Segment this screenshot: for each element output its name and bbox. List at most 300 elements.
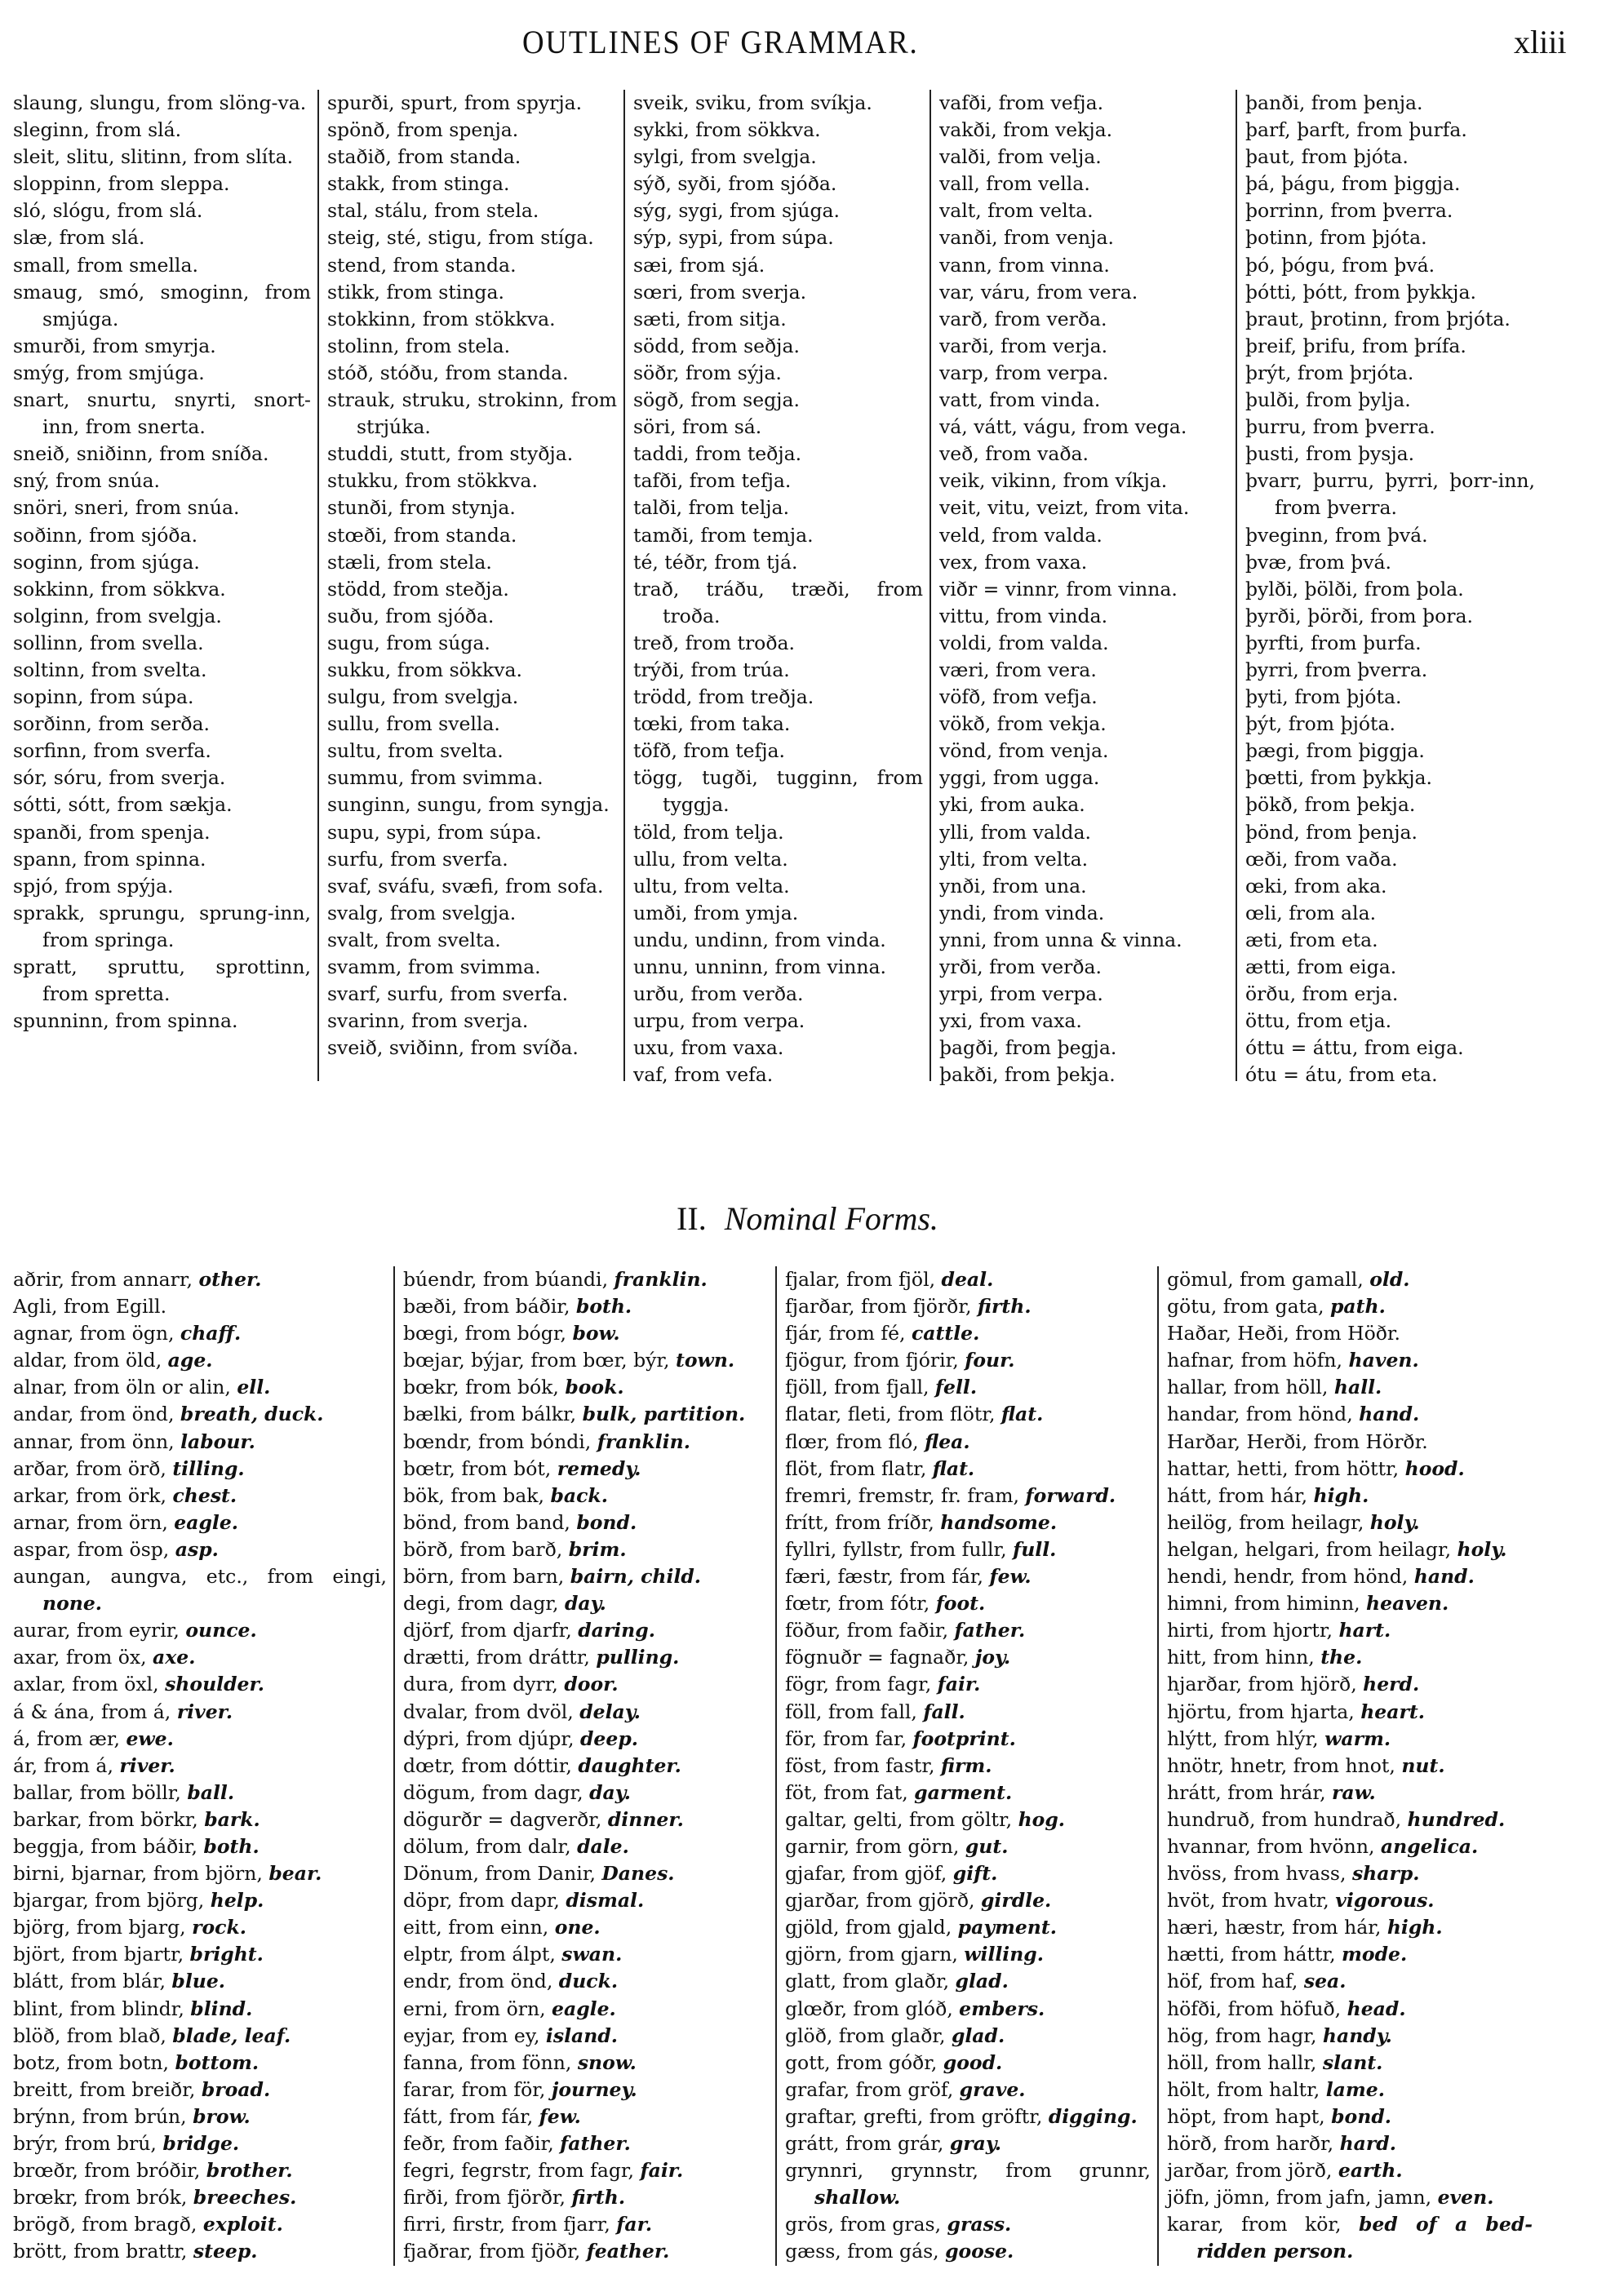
verb-entry: stolinn, from stela. bbox=[327, 334, 511, 357]
noun-entry bbox=[13, 2211, 387, 2238]
entry-form: dögurðr = dagverðr, bbox=[403, 1807, 608, 1831]
entry-gloss: bridge. bbox=[162, 2132, 240, 2155]
entry-gloss: digging. bbox=[1048, 2104, 1138, 2128]
verb-entry: valt, from velta. bbox=[939, 199, 1094, 223]
verb-entry: studdi, stutt, from styðja. bbox=[327, 442, 574, 466]
verb-entry: stal, stálu, from stela. bbox=[327, 199, 539, 223]
noun-entry bbox=[1167, 2077, 1533, 2103]
verb-entry: stunði, from stynja. bbox=[327, 496, 516, 520]
verb-entry: vakði, from vekja. bbox=[939, 118, 1113, 142]
noun-entry bbox=[13, 1266, 387, 1293]
entry-form: brœkr, from brók, bbox=[13, 2186, 193, 2210]
entry-gloss: age. bbox=[167, 1349, 213, 1372]
noun-entry bbox=[1167, 1456, 1533, 1483]
verb-entry: sneið, sniðinn, from sníða. bbox=[13, 442, 269, 466]
verb-entry: sultu, from svelta. bbox=[327, 739, 504, 763]
entry-gloss: high. bbox=[1387, 1916, 1443, 1939]
verb-entry: spann, from spinna. bbox=[13, 847, 206, 871]
entry-form: axlar, from öxl, bbox=[13, 1673, 166, 1696]
entry-gloss: bow. bbox=[572, 1322, 620, 1345]
entry-gloss: town. bbox=[676, 1349, 735, 1372]
noun-entry bbox=[13, 1563, 387, 1617]
noun-entry bbox=[785, 1860, 1151, 1887]
entry-form: fanna, from fönn, bbox=[403, 2050, 578, 2074]
entry-form: blátt, from blár, bbox=[13, 1970, 172, 1993]
entry-form: hendi, hendr, from hönd, bbox=[1167, 1565, 1414, 1589]
entry-gloss: dinner. bbox=[607, 1807, 684, 1831]
verb-entry: þulði, from þylja. bbox=[1245, 388, 1411, 412]
entry-form: elptr, from álpt, bbox=[403, 1943, 562, 1966]
noun-entry bbox=[403, 1833, 769, 1860]
verb-entry: sögð, from segja. bbox=[633, 388, 800, 412]
verb-entry: sló, slógu, from slá. bbox=[13, 199, 203, 223]
entry-form: hvöt, from hvatr, bbox=[1167, 1889, 1336, 1913]
entry-form: blint, from blindr, bbox=[13, 1997, 191, 2020]
verb-entry: stikk, from stinga. bbox=[327, 280, 504, 304]
noun-entry bbox=[13, 1996, 387, 2023]
verb-entry: svalt, from svelta. bbox=[327, 928, 501, 951]
entry-gloss: bottom. bbox=[175, 2050, 260, 2074]
entry-gloss: blind. bbox=[190, 1997, 253, 2020]
entry-gloss: one. bbox=[554, 1916, 601, 1939]
entry-form: firði, from fjörðr, bbox=[403, 2186, 572, 2210]
noun-entry bbox=[785, 2211, 1151, 2238]
noun-entry bbox=[1167, 1726, 1533, 1753]
entry-gloss: raw. bbox=[1332, 1780, 1376, 1804]
entry-gloss: book. bbox=[565, 1376, 624, 1399]
entry-form: eyjar, from ey, bbox=[403, 2023, 546, 2047]
verb-entry: svaf, sváfu, svæfi, from sofa. bbox=[327, 874, 604, 898]
entry-gloss: heaven. bbox=[1366, 1592, 1449, 1616]
entry-form: fjarðar, from fjörðr, bbox=[785, 1295, 978, 1319]
verb-entry: þaut, from þjóta. bbox=[1245, 145, 1409, 169]
verb-entry: veld, from valda. bbox=[939, 523, 1103, 547]
verb-entry: þvarr, þurru, þyrri, þorr-inn, from þverra. bbox=[1245, 469, 1535, 520]
entry-gloss: cattle. bbox=[911, 1322, 980, 1345]
verb-entry: vöfð, from vefja. bbox=[939, 685, 1098, 709]
verb-entry: smaug, smó, smoginn, from smjúga. bbox=[13, 280, 311, 330]
entry-form: höpt, from hapt, bbox=[1167, 2104, 1332, 2128]
entry-gloss: bond. bbox=[576, 1510, 637, 1534]
entry-gloss: angelica. bbox=[1380, 1834, 1479, 1858]
noun-entry bbox=[1167, 1590, 1533, 1617]
entry-gloss: bright. bbox=[189, 1943, 264, 1966]
noun-entry bbox=[403, 1753, 769, 1780]
verb-entry: ylli, from valda. bbox=[939, 820, 1091, 844]
entry-form: brœðr, from bróðir, bbox=[13, 2159, 206, 2183]
verb-entry: sœri, from sverja. bbox=[633, 280, 807, 304]
verb-entry: umði, from ymja. bbox=[633, 901, 799, 924]
entry-form: fögr, from fagr, bbox=[785, 1673, 938, 1696]
entry-gloss: flat. bbox=[932, 1456, 975, 1480]
noun-entry bbox=[785, 1887, 1151, 1914]
verb-entry: stakk, from stinga. bbox=[327, 172, 510, 196]
verb-entry: þylði, þölði, from þola. bbox=[1245, 577, 1464, 601]
noun-entry bbox=[13, 1483, 387, 1509]
noun-entry bbox=[1167, 2157, 1533, 2184]
noun-entry bbox=[785, 1914, 1151, 1941]
verb-entry: söri, from sá. bbox=[633, 415, 762, 439]
entry-form: botz, from botn, bbox=[13, 2050, 175, 2074]
noun-entry bbox=[785, 1996, 1151, 2023]
verb-entry: stóð, stóðu, from standa. bbox=[327, 361, 569, 384]
entry-form: fjögur, from fjórir, bbox=[785, 1349, 965, 1372]
verb-entry: æti, from eta. bbox=[1245, 928, 1378, 951]
entry-form: erni, from örn, bbox=[403, 1997, 552, 2020]
noun-entry bbox=[1167, 2023, 1533, 2050]
entry-gloss: hand. bbox=[1413, 1565, 1475, 1589]
noun-entry bbox=[403, 1860, 769, 1887]
verb-entry: vaf, from vefa. bbox=[633, 1063, 774, 1087]
verb-entry: ylti, from velta. bbox=[939, 847, 1089, 871]
verb-entry: þökð, from þekja. bbox=[1245, 793, 1416, 817]
entry-gloss: firth. bbox=[977, 1295, 1032, 1319]
entry-form: grös, from gras, bbox=[785, 2213, 947, 2236]
verb-entry: suðu, from sjóða. bbox=[327, 604, 495, 627]
verb-entry: supu, sypi, from súpa. bbox=[327, 820, 542, 844]
verb-entry: þœtti, from þykkja. bbox=[1245, 766, 1433, 790]
verb-entry: þó, þógu, from þvá. bbox=[1245, 253, 1435, 277]
entry-form: degi, from dagr, bbox=[403, 1592, 565, 1616]
entry-form: graftar, grefti, from gröftr, bbox=[785, 2104, 1049, 2128]
entry-form: bœkr, from bók, bbox=[403, 1376, 566, 1399]
noun-entry bbox=[13, 1806, 387, 1833]
noun-entry bbox=[403, 1347, 769, 1374]
verb-entry: veik, vikinn, from víkja. bbox=[939, 469, 1168, 493]
noun-entry bbox=[403, 1509, 769, 1536]
entry-form: alnar, from öln or alin, bbox=[13, 1376, 237, 1399]
entry-form: breitt, from breiðr, bbox=[13, 2077, 202, 2101]
verb-entry: vann, from vinna. bbox=[939, 253, 1110, 277]
entry-form: börð, from barð, bbox=[403, 1537, 569, 1561]
noun-entry bbox=[1167, 1617, 1533, 1644]
entry-form: glœðr, from glóð, bbox=[785, 1997, 960, 2020]
entry-gloss: shoulder. bbox=[165, 1673, 264, 1696]
noun-entry bbox=[403, 1914, 769, 1941]
entry-form: hvöss, from hvass, bbox=[1167, 1862, 1352, 1886]
entry-form: fjaðrar, from fjöðr, bbox=[403, 2240, 587, 2263]
verb-entry: ætti, from eiga. bbox=[1245, 955, 1397, 978]
entry-form: fremri, fremstr, fr. fram, bbox=[785, 1483, 1026, 1507]
noun-entry bbox=[13, 2023, 387, 2050]
verb-entry: svamm, from svimma. bbox=[327, 955, 541, 978]
noun-entry bbox=[1167, 1374, 1533, 1401]
entry-form: flœr, from fló, bbox=[785, 1429, 925, 1453]
entry-gloss: four. bbox=[965, 1349, 1015, 1372]
verb-entry: œði, from vaða. bbox=[1245, 847, 1398, 871]
verb-entry: sýð, syði, from sjóða. bbox=[633, 172, 837, 196]
verb-entry: soðinn, from sjóða. bbox=[13, 523, 198, 547]
noun-entry bbox=[403, 1320, 769, 1347]
entry-form: gjöld, from gjald, bbox=[785, 1916, 958, 1939]
entry-form: hattar, hetti, from höttr, bbox=[1167, 1456, 1405, 1480]
noun-entry bbox=[1167, 1833, 1533, 1860]
entry-form: Agli, from Egill. bbox=[13, 1295, 167, 1319]
verb-entry: sunginn, sungu, from syngja. bbox=[327, 793, 610, 817]
noun-entry bbox=[13, 1860, 387, 1887]
entry-gloss: duck. bbox=[558, 1970, 619, 1993]
verb-entry: svarf, surfu, from sverfa. bbox=[327, 982, 569, 1006]
entry-gloss: embers. bbox=[959, 1997, 1045, 2020]
entry-gloss: handsome. bbox=[940, 1510, 1058, 1534]
noun-entry bbox=[1167, 2130, 1533, 2157]
noun-entry bbox=[785, 2077, 1151, 2103]
verb-entry: ultu, from velta. bbox=[633, 874, 790, 898]
noun-entry bbox=[403, 1726, 769, 1753]
noun-entry bbox=[13, 2130, 387, 2157]
verb-entry: óttu = áttu, from eiga. bbox=[1245, 1036, 1464, 1060]
entry-gloss: breeches. bbox=[193, 2186, 297, 2210]
verb-entry: sloppinn, from sleppa. bbox=[13, 172, 230, 196]
noun-entry bbox=[13, 1726, 387, 1753]
verb-entry: sollinn, from svella. bbox=[13, 631, 204, 654]
noun-entry bbox=[785, 1753, 1151, 1780]
verb-entry: sný, from snúa. bbox=[13, 469, 160, 493]
verb-column-5 bbox=[1236, 90, 1542, 1087]
entry-gloss: hog. bbox=[1018, 1807, 1065, 1831]
entry-form: hundruð, from hundrað, bbox=[1167, 1807, 1408, 1831]
verb-entry: spönð, from spenja. bbox=[327, 118, 519, 142]
verb-entry: sleginn, from slá. bbox=[13, 118, 182, 142]
entry-gloss: eagle. bbox=[174, 1510, 238, 1534]
verb-entry: soginn, from sjúga. bbox=[13, 550, 200, 574]
entry-gloss: brow. bbox=[193, 2104, 251, 2128]
noun-entry bbox=[785, 1266, 1151, 1293]
verb-entry: sykki, from sökkva. bbox=[633, 118, 821, 142]
verb-entry: vönd, from venja. bbox=[939, 739, 1109, 763]
noun-entry bbox=[785, 1806, 1151, 1833]
entry-gloss: back. bbox=[550, 1483, 608, 1507]
noun-entry bbox=[785, 1644, 1151, 1671]
verb-entry: trað, tráðu, træði, from troða. bbox=[633, 577, 923, 627]
entry-gloss: joy. bbox=[974, 1646, 1011, 1669]
verb-entry: taddi, from teðja. bbox=[633, 442, 802, 466]
entry-gloss: both. bbox=[203, 1834, 260, 1858]
entry-form: bjargar, from björg, bbox=[13, 1889, 211, 1913]
entry-form: hrátt, from hrár, bbox=[1167, 1780, 1333, 1804]
verb-entry: sugu, from súga. bbox=[327, 631, 490, 654]
noun-entry bbox=[13, 1401, 387, 1428]
verb-entry: varð, from verða. bbox=[939, 307, 1107, 330]
entry-form: drætti, from dráttr, bbox=[403, 1646, 597, 1669]
entry-gloss: tilling. bbox=[172, 1456, 245, 1480]
entry-form: grátt, from grár, bbox=[785, 2132, 950, 2155]
entry-form: fögnuðr = fagnaðr, bbox=[785, 1646, 975, 1669]
noun-entry bbox=[785, 1563, 1151, 1590]
entry-gloss: fair. bbox=[937, 1673, 981, 1696]
verb-entry: þýt, from þjóta. bbox=[1245, 712, 1395, 736]
entry-gloss: fair. bbox=[640, 2159, 684, 2183]
verb-entry: ynði, from una. bbox=[939, 874, 1087, 898]
noun-entry bbox=[403, 1456, 769, 1483]
verb-entry: veit, vitu, veizt, from vita. bbox=[939, 496, 1190, 520]
verb-entry: ynni, from unna & vinna. bbox=[939, 928, 1182, 951]
entry-form: aldar, from öld, bbox=[13, 1349, 168, 1372]
entry-form: karar, from kör, bbox=[1167, 2213, 1359, 2236]
entry-form: frítt, from fríðr, bbox=[785, 1510, 941, 1534]
noun-entry bbox=[1167, 1266, 1533, 1293]
section-title: Nominal Forms. bbox=[724, 1200, 938, 1237]
verb-entry: þveginn, from þvá. bbox=[1245, 523, 1428, 547]
verb-entry: spjó, from spýja. bbox=[13, 874, 174, 898]
noun-entry bbox=[403, 1996, 769, 2023]
entry-gloss: heart. bbox=[1360, 1700, 1425, 1723]
entry-gloss: river. bbox=[176, 1700, 233, 1723]
entry-form: för, from far, bbox=[785, 1726, 913, 1750]
verb-column-4 bbox=[930, 90, 1236, 1087]
verb-entry: yndi, from vinda. bbox=[939, 901, 1105, 924]
noun-entry bbox=[785, 1536, 1151, 1563]
entry-gloss: father. bbox=[560, 2132, 631, 2155]
noun-entry bbox=[1167, 1644, 1533, 1671]
verb-entry: þótti, þótt, from þykkja. bbox=[1245, 280, 1476, 304]
entry-gloss: door. bbox=[564, 1673, 619, 1696]
entry-form: dögum, from dagr, bbox=[403, 1780, 590, 1804]
entry-form: jöfn, jömn, from jafn, jamn, bbox=[1167, 2186, 1438, 2210]
noun-entry bbox=[403, 1293, 769, 1320]
noun-entry bbox=[785, 2130, 1151, 2157]
entry-form: bœndr, from bóndi, bbox=[403, 1429, 597, 1453]
noun-entry bbox=[13, 1941, 387, 1968]
verb-entry: spurði, spurt, from spyrja. bbox=[327, 91, 583, 114]
entry-gloss: blade, leaf. bbox=[172, 2023, 291, 2047]
entry-form: glatt, from glaðr, bbox=[785, 1970, 956, 1993]
noun-entry bbox=[403, 2050, 769, 2077]
noun-entry bbox=[13, 2077, 387, 2103]
noun-entry bbox=[13, 2157, 387, 2184]
entry-form: fjöll, from fjall, bbox=[785, 1376, 935, 1399]
verb-column-3 bbox=[623, 90, 930, 1087]
verb-entry: sýg, sygi, from sjúga. bbox=[633, 199, 840, 223]
noun-entry bbox=[403, 1968, 769, 1995]
entry-gloss: sea. bbox=[1303, 1970, 1347, 1993]
noun-entry bbox=[785, 1456, 1151, 1483]
noun-entry bbox=[1167, 1536, 1533, 1563]
noun-entry bbox=[13, 1887, 387, 1914]
verb-entry: sór, sóru, from sverja. bbox=[13, 766, 226, 790]
verb-entry: var, váru, from vera. bbox=[939, 280, 1138, 304]
verb-entry: þagði, from þegja. bbox=[939, 1036, 1117, 1060]
entry-form: hvannar, from hvönn, bbox=[1167, 1834, 1381, 1858]
verb-entry: smurði, from smyrja. bbox=[13, 334, 216, 357]
entry-form: björg, from bjarg, bbox=[13, 1916, 193, 1939]
entry-form: brött, from brattr, bbox=[13, 2240, 193, 2263]
verb-entry: töfð, from tefja. bbox=[633, 739, 786, 763]
entry-form: á, from ær, bbox=[13, 1726, 126, 1750]
entry-form: axar, from öx, bbox=[13, 1646, 153, 1669]
noun-entry bbox=[1167, 1563, 1533, 1590]
entry-gloss: ball. bbox=[187, 1780, 235, 1804]
entry-gloss: chaff. bbox=[180, 1322, 242, 1345]
entry-gloss: brother. bbox=[206, 2159, 293, 2183]
noun-entry bbox=[403, 2211, 769, 2238]
verb-entry: sveið, sviðinn, from svíða. bbox=[327, 1036, 579, 1060]
verb-entry: sukku, from sökkva. bbox=[327, 658, 523, 681]
entry-form: færi, fæstr, from fár, bbox=[785, 1565, 990, 1589]
noun-entry bbox=[1167, 1699, 1533, 1726]
verb-entry: sæti, from sitja. bbox=[633, 307, 787, 330]
noun-entry bbox=[403, 1401, 769, 1428]
entry-gloss: remedy. bbox=[557, 1456, 641, 1480]
noun-entry bbox=[13, 1347, 387, 1374]
entry-form: barkar, from börkr, bbox=[13, 1807, 205, 1831]
verb-entry: spanði, from spenja. bbox=[13, 820, 211, 844]
noun-entry bbox=[785, 2103, 1151, 2130]
noun-entry bbox=[403, 2157, 769, 2184]
entry-gloss: dale. bbox=[577, 1834, 629, 1858]
entry-gloss: eagle. bbox=[552, 1997, 616, 2020]
noun-entry bbox=[13, 1968, 387, 1995]
noun-entry bbox=[1167, 1780, 1533, 1806]
noun-entry bbox=[785, 1401, 1151, 1428]
verb-entry: yrpi, from verpa. bbox=[939, 982, 1103, 1006]
entry-form: gjafar, from gjöf, bbox=[785, 1862, 953, 1886]
noun-entry bbox=[403, 1374, 769, 1401]
entry-gloss: bond. bbox=[1331, 2104, 1391, 2128]
noun-entry bbox=[403, 1483, 769, 1509]
verb-entry: spratt, spruttu, sprottinn, from spretta. bbox=[13, 955, 311, 1006]
entry-form: gjörn, from gjarn, bbox=[785, 1943, 965, 1966]
verb-entry: vá, vátt, vágu, from vega. bbox=[939, 415, 1187, 439]
verb-entry: sótti, sótt, from sækja. bbox=[13, 793, 233, 817]
noun-entry bbox=[403, 1429, 769, 1456]
verb-entry: viðr = vinnr, from vinna. bbox=[939, 577, 1178, 601]
entry-form: föst, from fastr, bbox=[785, 1753, 941, 1777]
noun-entry bbox=[1167, 2050, 1533, 2077]
noun-entry bbox=[1167, 2103, 1533, 2130]
verb-entry: þægi, from þiggja. bbox=[1245, 739, 1425, 763]
verb-entry: ótu = átu, from eta. bbox=[1245, 1063, 1438, 1087]
verb-entry: þorrinn, from þverra. bbox=[1245, 199, 1453, 223]
verb-entry: þarf, þarft, from þurfa. bbox=[1245, 118, 1467, 142]
entry-form: heilög, from heilagr, bbox=[1167, 1510, 1370, 1534]
noun-entry bbox=[785, 1617, 1151, 1644]
entry-form: bönd, from band, bbox=[403, 1510, 577, 1534]
entry-form: ár, from á, bbox=[13, 1753, 120, 1777]
entry-gloss: garment. bbox=[914, 1780, 1013, 1804]
entry-form: himni, from himinn, bbox=[1167, 1592, 1367, 1616]
section-number: II. bbox=[677, 1200, 707, 1237]
verb-entry: þyrfti, from þurfa. bbox=[1245, 631, 1422, 654]
entry-gloss: full. bbox=[1013, 1537, 1057, 1561]
entry-gloss: gray. bbox=[949, 2132, 1002, 2155]
entry-gloss: chest. bbox=[172, 1483, 237, 1507]
verb-entry: sullu, from svella. bbox=[327, 712, 500, 736]
verb-entry: þotinn, from þjóta. bbox=[1245, 226, 1427, 250]
entry-form: gjarðar, from gjörð, bbox=[785, 1889, 981, 1913]
noun-entry bbox=[785, 1374, 1151, 1401]
entry-form: höll, from hallr, bbox=[1167, 2050, 1323, 2074]
noun-entry bbox=[1167, 1401, 1533, 1428]
noun-entry bbox=[13, 1671, 387, 1698]
entry-form: dýpri, from djúpr, bbox=[403, 1726, 580, 1750]
verb-entry: summu, from svimma. bbox=[327, 766, 544, 790]
noun-entry bbox=[13, 1509, 387, 1536]
noun-entry bbox=[403, 2103, 769, 2130]
verb-entry: uxu, from vaxa. bbox=[633, 1036, 784, 1060]
verb-entry: þönd, from þenja. bbox=[1245, 820, 1418, 844]
noun-entry bbox=[1167, 2184, 1533, 2211]
verb-entry: varði, from verja. bbox=[939, 334, 1108, 357]
verb-entry: söðr, from sýja. bbox=[633, 361, 782, 384]
entry-gloss: holy. bbox=[1369, 1510, 1420, 1534]
noun-entry bbox=[785, 1483, 1151, 1509]
entry-form: gömul, from gamall, bbox=[1167, 1268, 1370, 1291]
noun-entry bbox=[13, 1374, 387, 1401]
entry-form: föt, from fat, bbox=[785, 1780, 915, 1804]
entry-gloss: fell. bbox=[934, 1376, 978, 1399]
entry-gloss: grass. bbox=[947, 2213, 1012, 2236]
